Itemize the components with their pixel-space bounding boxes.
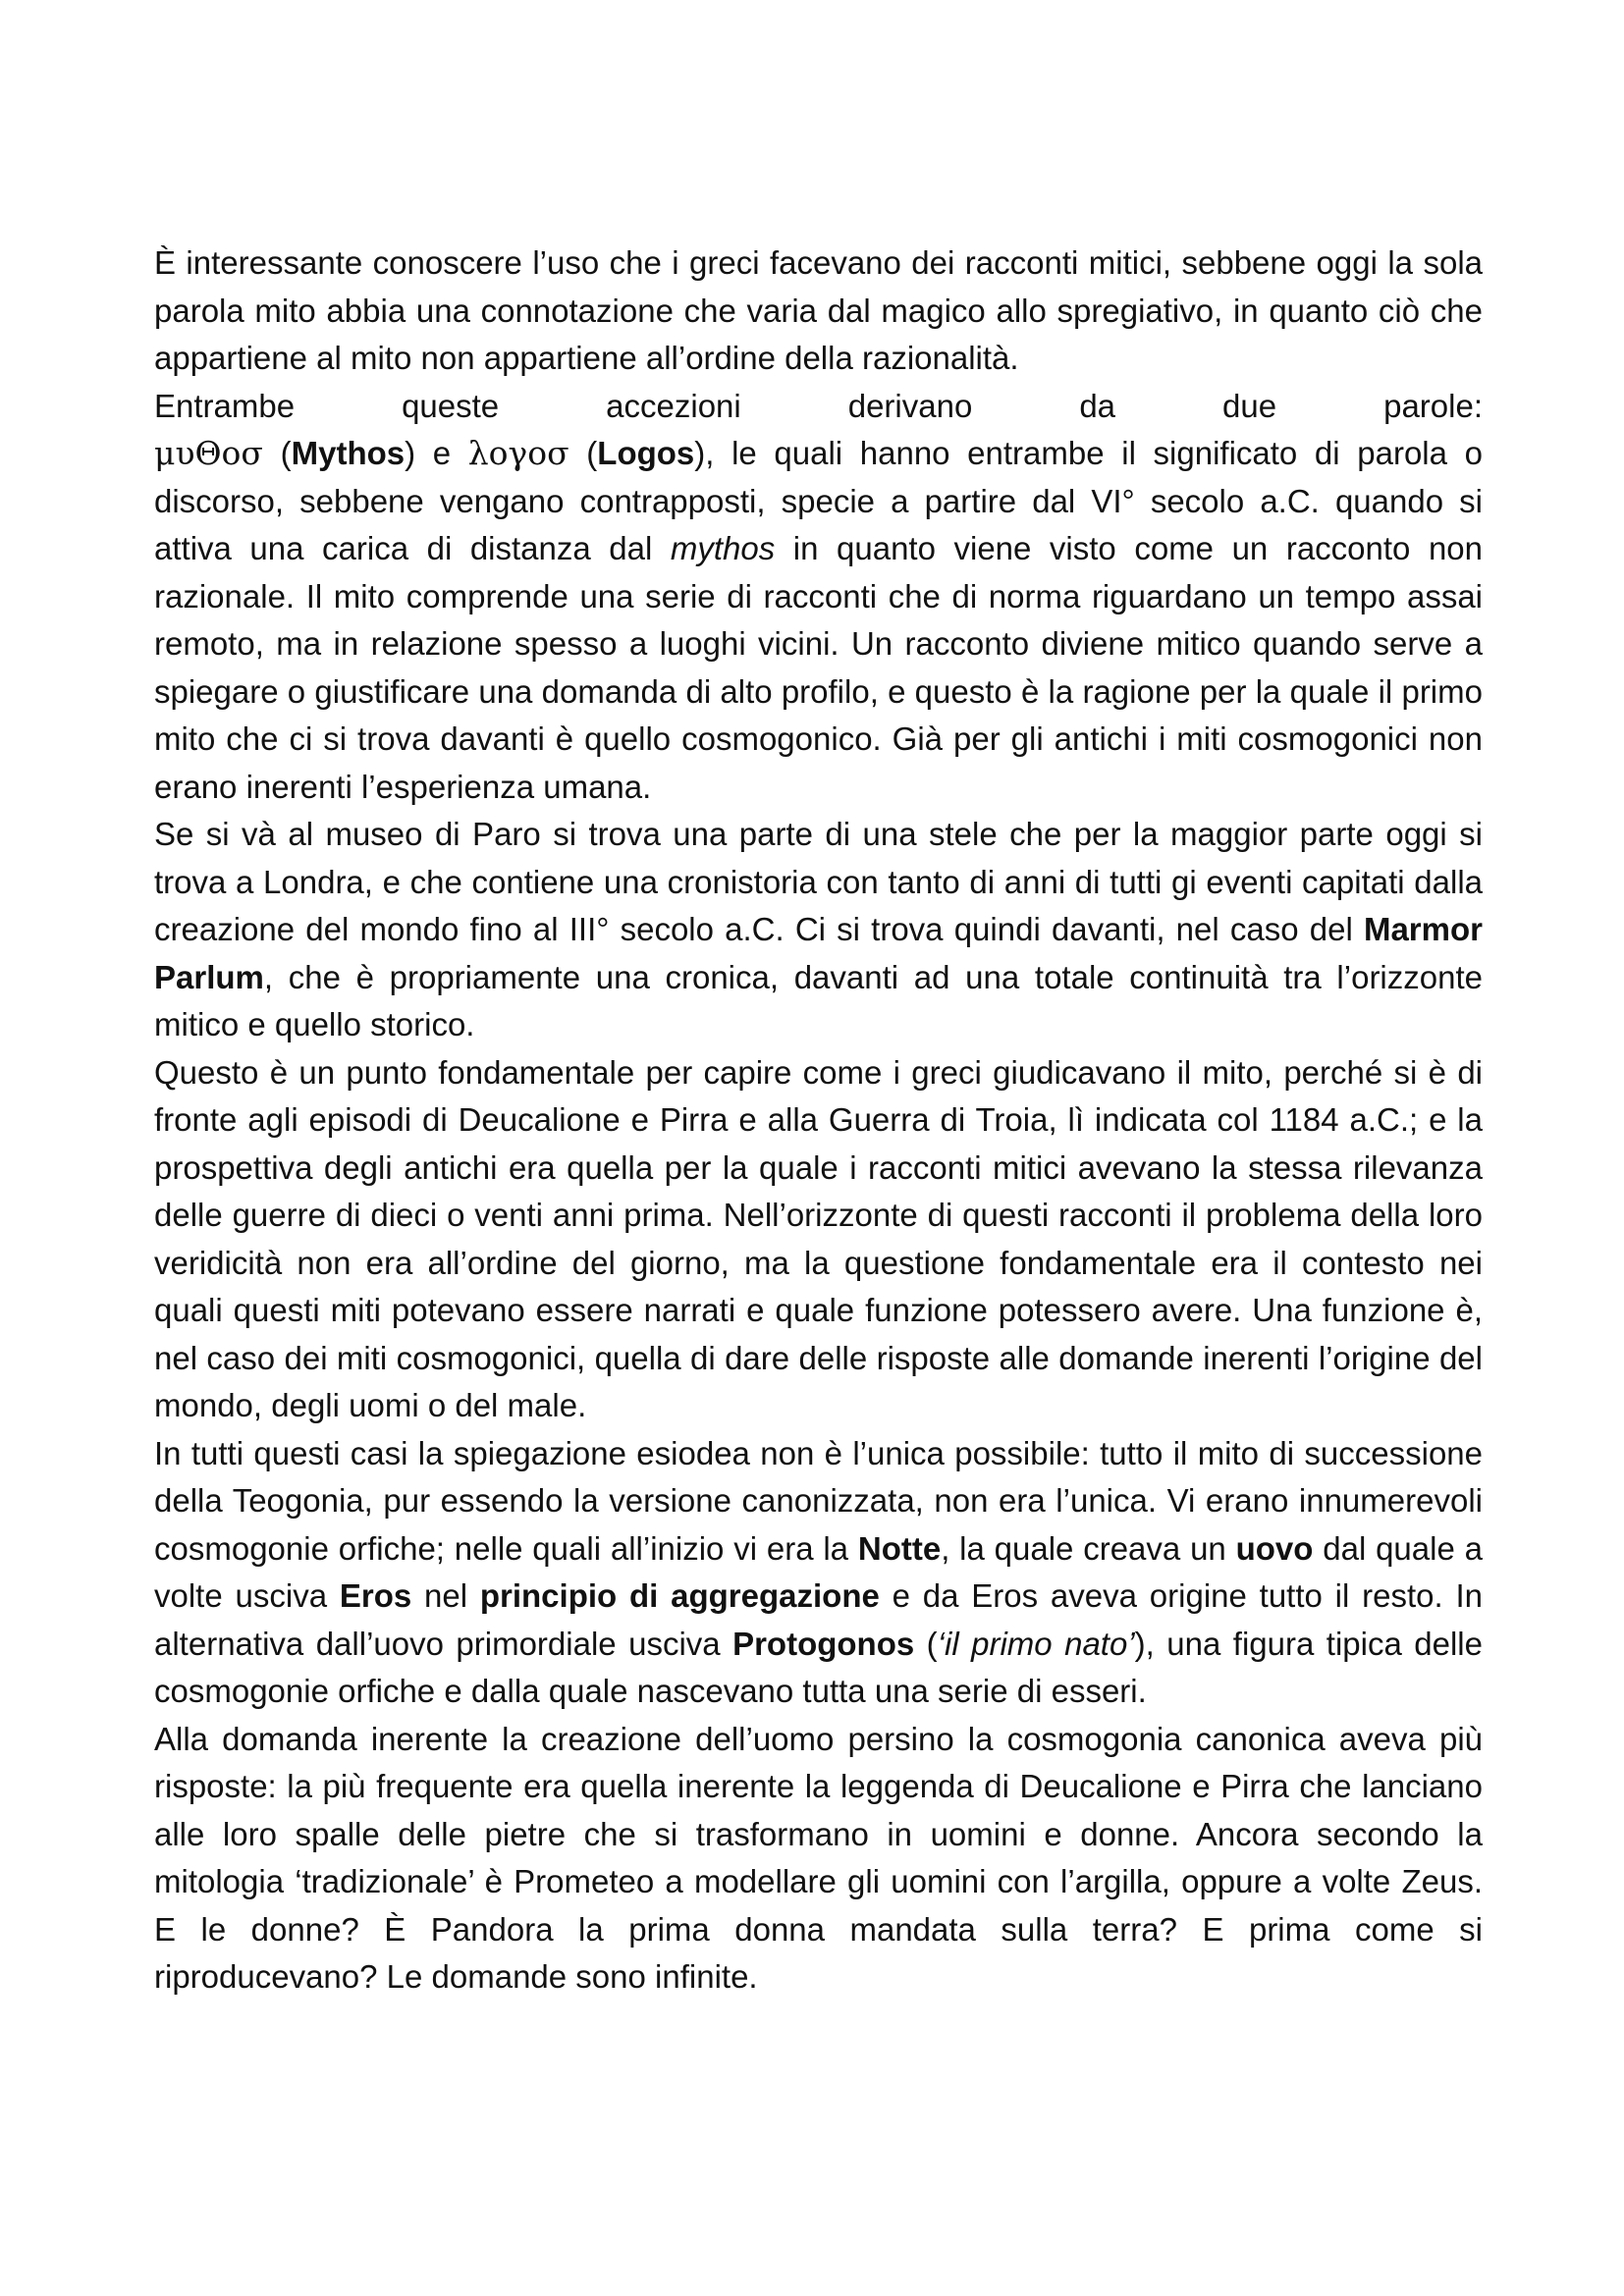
mythos-bold: Mythos: [291, 435, 406, 471]
p5-text-6: (: [914, 1625, 938, 1662]
paragraph-5: [154, 1430, 1483, 1716]
paragraph-2-first-line: [154, 383, 1483, 431]
paragraph-1: [154, 240, 1483, 383]
protogonos-bold: Protogonos: [732, 1625, 915, 1662]
greek-logos: λογοσ: [467, 434, 569, 472]
p5-text-4: nel: [411, 1577, 480, 1614]
paragraph-4-text: Questo è un punto fondamentale per capire come i greci giudicavano il mito, perché si è di fronte agli episodi di Deucalione e Pirra e alla Guerra di Troia, lì indicata col 1184 a.C.; e la prospettiva degli antichi era quella per la quale i racconti mitici avevano la stessa rilevanza delle guerre di dieci o venti anni prima. Nell’orizzonte di questi racconti il problema della loro veridicità non era all’ordine del giorno, ma la questione fondamentale era il contesto nei quali questi miti potevano essere narrati e quale funzione potessero avere. Una funzione è, nel caso dei miti cosmogonici, quella di dare delle risposte alle domande inerenti l’origine del mondo, degli uomi o del male.: [154, 1053, 1483, 1423]
marmor-parlum-bold: Marmor Parlum: [154, 911, 1483, 995]
p2-text-1: (: [262, 435, 292, 471]
p5-text-5: e da Eros aveva origine tutto il resto. In alternativa dall’uovo primordiale usciva: [154, 1577, 1483, 1662]
p5-text-2: , la quale creava un: [941, 1529, 1236, 1567]
paragraph-1-text: È interessante conoscere l’uso che i greci facevano dei racconti mitici, sebbene oggi la sola parola mito abbia una connotazione che varia dal magico allo spregiativo, in quanto ciò che appartiene al mito non appartiene all’ordine della razionalità.: [154, 244, 1483, 376]
uovo-bold: uovo: [1235, 1529, 1314, 1567]
paragraph-6-text: Alla domanda inerente la creazione dell’uomo persino la cosmogonia canonica aveva più risposte: la più frequente era quella inerente la leggenda di Deucalione e Pirra che lanciano alle loro spalle delle pietre che si trasformano in uomini e donne. Ancora secondo la mitologia ‘tradizionale’ è Prometeo a modellare gli uomini con l’argilla, oppure a volte Zeus. E le donne? È Pandora la prima donna mandata sulla terra? E prima come si riproducevano? Le domande sono infinite.: [154, 1720, 1483, 1995]
paragraph-2-line-1: Entrambe queste accezioni derivano da due parole:: [154, 387, 1483, 424]
mythos-italic: mythos: [670, 530, 776, 566]
p2-text-2: ) e: [405, 435, 468, 471]
logos-bold: Logos: [597, 435, 695, 471]
greek-mythos: μυΘοσ: [154, 434, 263, 472]
paragraph-2: [154, 430, 1483, 811]
p5-text-1: In tutti questi casi la spiegazione esiodea non è l’unica possibile: tutto il mito di successione della Teogonia, pur essendo la versione canonizzata, non era l’unica. Vi erano innumerevoli cosmogonie orfiche; nelle quali all’inizio vi era la: [154, 1434, 1483, 1567]
principio-bold: principio di aggregazione: [479, 1577, 880, 1614]
notte-bold: Notte: [857, 1529, 942, 1567]
p2-text-4: ), le quali hanno entrambe il significato di parola o discorso, sebbene vengano contrapposti, specie a partire dal VI° secolo a.C. quando si attiva una carica di distanza dal: [154, 435, 1483, 566]
primo-nato-italic: ‘il primo nato’: [937, 1625, 1135, 1662]
p2-text-5: in quanto viene visto come un racconto non razionale. Il mito comprende una serie di racconti che di norma riguardano un tempo assai remoto, ma in relazione spesso a luoghi vicini. Un racconto diviene mitico quando serve a spiegare o giustificare una domanda di alto profilo, e questo è la ragione per la quale il primo mito che ci si trova davanti è quello cosmogonico. Già per gli antichi i miti cosmogonici non erano inerenti l’esperienza umana.: [154, 530, 1483, 805]
paragraph-4: [154, 1049, 1483, 1430]
p3-text-1: Se si và al museo di Paro si trova una parte di una stele che per la maggior parte oggi si trova a Londra, e che contiene una cronistoria con tanto di anni di tutti gi eventi capitati dalla creazione del mondo fino al III° secolo a.C. Ci si trova quindi davanti, nel caso del: [154, 816, 1483, 947]
p5-text-7: ), una figura tipica delle cosmogonie orfiche e dalla quale nascevano tutta una serie di esseri.: [154, 1625, 1483, 1709]
p2-text-3: (: [568, 435, 598, 471]
paragraph-6: [154, 1716, 1483, 2002]
p3-text-2: , che è propriamente una cronica, davanti ad una totale continuità tra l’orizzonte mitico e quello storico.: [154, 958, 1483, 1042]
eros-bold: Eros: [339, 1577, 412, 1614]
paragraph-3: [154, 811, 1483, 1049]
body-text: [154, 240, 1483, 2002]
p5-text-3: dal quale a volte usciva: [154, 1529, 1483, 1614]
